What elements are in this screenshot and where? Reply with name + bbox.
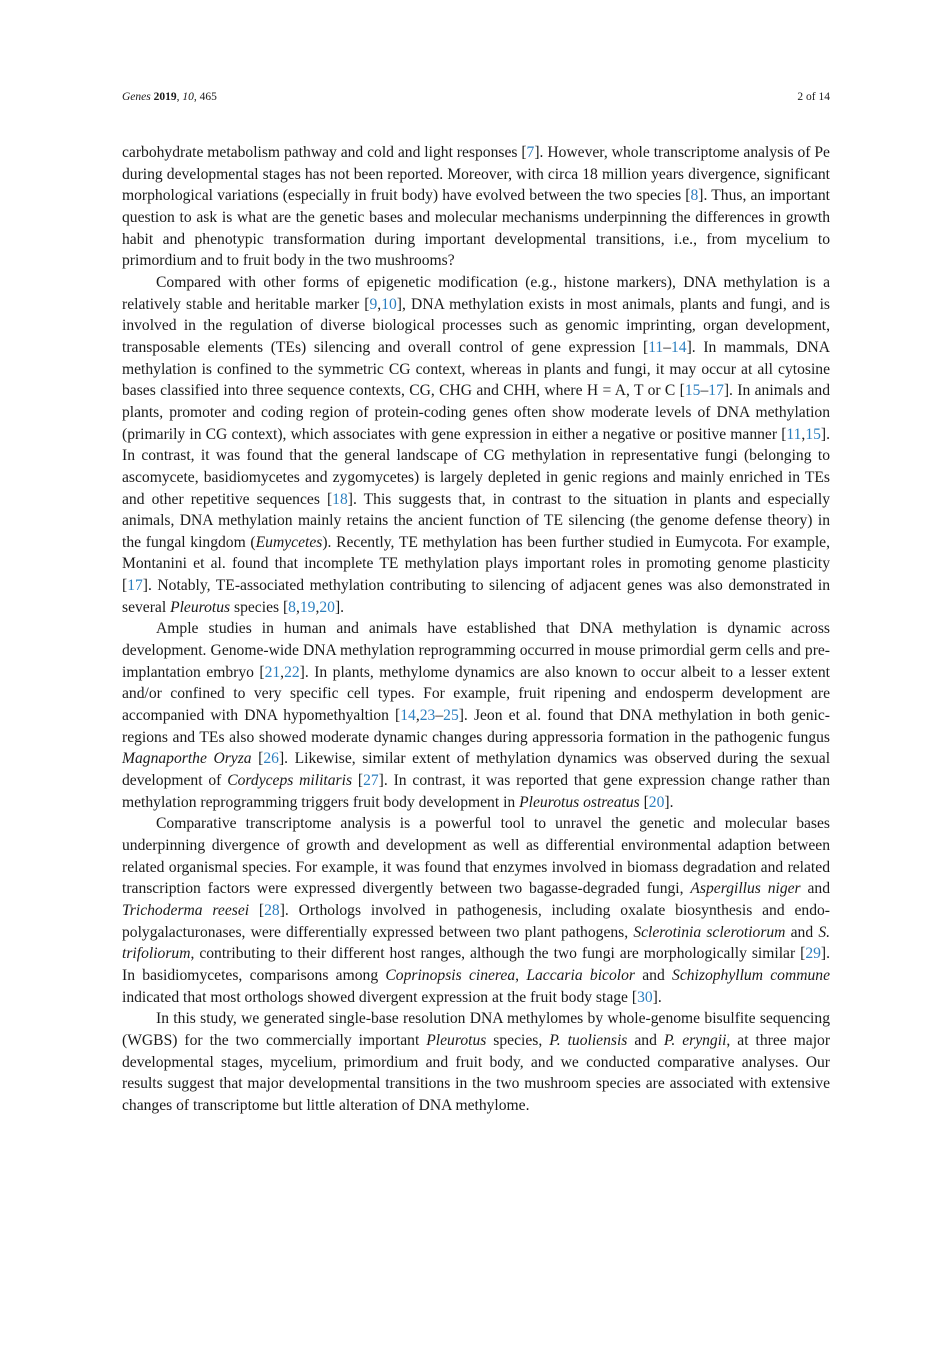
running-header [122, 89, 830, 105]
text-run: ]. Thus, an important question to ask is what are the genetic bases and molecular mechanisms underpinning the differences in growth habit and phenotypic transformation during important developmental transitions, i.e., from mycelium to primordium and to fruit body in the two mushrooms? [122, 187, 830, 270]
text-run: , [801, 425, 806, 443]
italic-term: Pleurotus [426, 1031, 487, 1049]
text-run: [ [249, 901, 265, 919]
italic-term: Sclerotinia sclerotiorum [633, 923, 786, 941]
journal-name: Genes [122, 91, 151, 103]
citation-link[interactable]: 28 [264, 901, 280, 919]
text-run: , [315, 598, 320, 616]
text-run: Compared with other forms of epigenetic modification (e.g., histone markers), DNA methylation is a relatively stable and heritable marker [ [122, 273, 830, 313]
citation-link[interactable]: 26 [263, 750, 279, 768]
citation-link[interactable]: 15 [684, 382, 701, 400]
text-run: Comparative transcriptome analysis is a powerful tool to unravel the genetic and molecular bases underpinning divergence of growth and development as well as differential environmental adaption between related organismal species. For example, it was found that enzymes involved in biomass degradation and related transcription factors were expressed divergently between two bagasse-degraded fungi, [122, 815, 830, 898]
text-run: ]. In plants, methylome dynamics are also known to occur albeit to a lesser extent and/or confined to very specific cell types. For example, fruit ripening and endosperm development are accompanied with DNA hypomethyaltion [ [122, 663, 830, 725]
text-run: – [663, 338, 671, 356]
italic-term: P. tuoliensis [549, 1031, 628, 1049]
citation-link[interactable]: 15 [805, 425, 821, 443]
citation-link[interactable]: 8 [288, 598, 296, 616]
text-run: , [415, 707, 420, 725]
paragraph [122, 618, 830, 813]
paragraph [122, 1008, 830, 1116]
citation-link[interactable]: 9 [369, 295, 378, 313]
text-run: ]. [334, 598, 345, 616]
italic-term: Schizophyllum commune [672, 966, 831, 984]
citation-link[interactable]: 11 [786, 425, 802, 443]
text-run: In this study, we generated single-base resolution DNA methylomes by whole-genome bisulfite sequencing (WGBS) for the two commercially important [122, 1010, 830, 1049]
text-run: [ [352, 772, 364, 790]
citation-link[interactable]: 23 [419, 707, 436, 725]
text-run: ]. [664, 793, 674, 811]
italic-term: Aspergillus niger [690, 880, 801, 898]
text-run: indicated that most orthologs showed divergent expression at the fruit body stage [ [122, 988, 638, 1006]
citation-link[interactable]: 14 [400, 707, 416, 725]
citation-link[interactable]: 17 [127, 577, 143, 595]
text-run: ]. In contrast, it was found that the general landscape of CG methylation in representative fungi (belonging to ascomycete, basidiomycetes and zygomycetes) is largely depleted in genic regions and mainly enriched in TEs and other repetitive sequences [ [122, 425, 830, 508]
text-run: ]. In basidiomycetes, comparisons among [122, 945, 830, 984]
text-run: and [627, 1031, 664, 1049]
text-run: [ [639, 793, 649, 811]
text-run: Ample studies in human and animals have established that DNA methylation is dynamic across development. Genome-wide DNA methylation reprogramming occurred in mouse primordial germ cells and pre-implantation embryo [ [122, 620, 830, 681]
text-run: ]. In mammals, DNA methylation is confined to the symmetric CG context, whereas in plants and fungi, it may occur at all cytosine bases classified into three sequence contexts, CG, CHG and CHH, where H = A, T or C [ [122, 338, 831, 400]
citation-link[interactable]: 17 [708, 382, 724, 400]
citation-link[interactable]: 14 [671, 338, 687, 356]
text-run: carbohydrate metabolism pathway and cold and light responses [ [122, 144, 527, 161]
text-run: , contributing to their different host ranges, although the two fungi are morphologically similar [ [190, 945, 806, 963]
text-run: [ [251, 750, 264, 768]
text-run: ]. [652, 988, 662, 1006]
citation-link[interactable]: 19 [299, 598, 316, 616]
text-run: ], DNA methylation exists in most animals, plants and fungi, and is involved in the regulation of diverse biological processes such as genomic imprinting, organ development, transposable elements (TEs) silencing and overall control of gene expression [ [122, 295, 830, 356]
journal-volume: 10 [182, 91, 194, 103]
text-run: – [435, 707, 444, 725]
text-run: , [377, 295, 382, 313]
text-run: , [280, 663, 285, 681]
italic-term: P. eryngii [663, 1031, 727, 1049]
text-run: ]. However, whole transcriptome analysis of Pe during developmental stages has not been reported. Moreover, with circa 18 million years divergence, significant morphological variations (especially in fruit body) have evolved between the two species [ [122, 144, 830, 205]
text-run: ]. Likewise, similar extent of methylation dynamics was observed during the sexual development of [122, 750, 831, 790]
text-run: ). Recently, TE methylation has been further studied in Eumycota. For example, Montanini et al. found that incomplete TE methylation plays important roles in promoting genome plasticity [ [122, 533, 830, 595]
citation-link[interactable]: 20 [319, 598, 335, 616]
text-run: ]. Notably, TE-associated methylation contributing to silencing of adjacent genes was also demonstrated in several [122, 577, 830, 616]
text-run: , [295, 598, 300, 616]
text-run: – [700, 382, 709, 400]
paragraph [122, 272, 830, 619]
citation-link[interactable]: 20 [648, 793, 665, 811]
citation-link[interactable]: 11 [648, 338, 664, 356]
text-run: , at three major developmental stages, mycelium, primordium and fruit body, and we conducted comparative analyses. Our results suggest that major developmental transitions in the two mushroom species are associated with extensive changes of transcriptome but little alteration of DNA methylome. [122, 1031, 831, 1114]
citation-link[interactable]: 10 [381, 295, 397, 313]
text-run: ]. This suggests that, in contrast to the situation in plants and especially animals, DNA methylation mainly retains the ancient function of TE silencing (the genome defense theory) in the fungal kingdom ( [122, 490, 830, 551]
citation-link[interactable]: 21 [264, 663, 281, 681]
italic-term: S. trifoliorum [122, 923, 831, 963]
citation-link[interactable]: 27 [363, 772, 379, 790]
italic-term: Trichoderma reesei [122, 901, 250, 919]
journal-year: 2019 [153, 91, 177, 103]
body-text [122, 142, 830, 1117]
text-run: ]. Jeon et al. found that DNA methylation in both genic-regions and TEs also showed moderate dynamic changes during appressoria formation in the pathogenic fungus [122, 707, 830, 746]
text-run: species, [486, 1031, 550, 1049]
citation-link[interactable]: 8 [690, 187, 699, 205]
italic-term: Pleurotus ostreatus [519, 793, 640, 811]
italic-term: Pleurotus [170, 598, 231, 616]
paragraph [122, 142, 830, 272]
paragraph [122, 813, 830, 1008]
text-run: , [515, 966, 527, 984]
citation-link[interactable]: 18 [332, 490, 348, 508]
italic-term: Coprinopsis cinerea [385, 966, 516, 984]
text-run: ]. Orthologs involved in pathogenesis, including oxalate biosynthesis and endo-polygalacturonases, were differentially expressed between two plant pathogens, [122, 901, 830, 941]
citation-link[interactable]: 29 [805, 945, 821, 963]
citation: Genes 2019, 10, 465 [122, 91, 217, 103]
italic-term: Laccaria bicolor [526, 966, 635, 984]
text-run: and [800, 880, 830, 898]
article-number: 465 [199, 91, 217, 103]
italic-term: Magnaporthe Oryza [122, 750, 252, 768]
italic-term: Eumycetes [255, 533, 323, 551]
text-run: and [785, 923, 819, 941]
text-run: ]. In contrast, it was reported that gene expression change rather than methylation reprogramming triggers fruit body development in [122, 772, 830, 811]
citation-link[interactable]: 22 [284, 663, 300, 681]
page-number: 2 of 14 [797, 91, 830, 103]
text-run: species [ [230, 598, 289, 616]
italic-term: Cordyceps militaris [227, 772, 353, 790]
citation-link[interactable]: 30 [637, 988, 653, 1006]
citation-link[interactable]: 7 [526, 144, 535, 161]
text-run: and [634, 966, 673, 984]
citation-link[interactable]: 25 [443, 707, 459, 725]
text-run: ]. In animals and plants, promoter and coding region of protein-coding genes often show moderate levels of DNA methylation (primarily in CG context), which associates with gene expression in either a negative or positive manner [ [122, 382, 831, 443]
